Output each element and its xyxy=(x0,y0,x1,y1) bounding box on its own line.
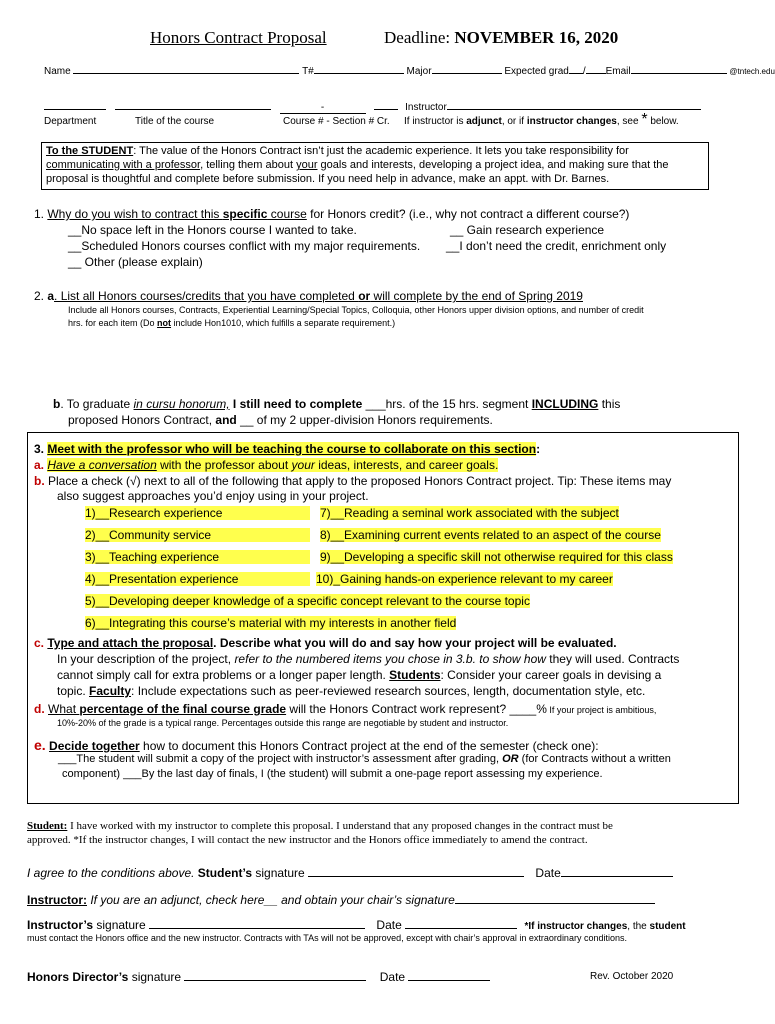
q3a-text-4: ideas, interests, and career goals. xyxy=(314,458,499,472)
instructor-date-label: Date xyxy=(376,918,402,932)
student-note-text-2b: , telling them about xyxy=(200,159,297,171)
star-note-student: student xyxy=(649,921,686,932)
q2a-label: a xyxy=(47,289,55,303)
q2b-label: b xyxy=(53,397,61,411)
q2b-hours: ___hrs. of the 15 hrs. segment xyxy=(362,397,532,411)
q3c-line-4 xyxy=(57,684,645,698)
q3d-label: d. xyxy=(34,702,45,716)
to-the-student: To the STUDENT xyxy=(46,145,134,157)
q2a-or: or xyxy=(358,289,371,303)
director-signature-row xyxy=(27,968,490,984)
instructor-signature-row xyxy=(27,916,686,932)
q3a-text-2: with the professor about xyxy=(156,458,292,472)
communicating-link-text: communicating with a professor xyxy=(46,159,201,171)
q3-item-3[interactable]: 3)__Teaching experience xyxy=(85,550,310,564)
q2a-heading xyxy=(34,289,583,303)
student-note-line-3: proposal is thoughtful and complete before submission. If you need help in advance, make an appt. with Dr. Barnes. xyxy=(46,173,610,185)
q3c-rest: . Describe what you will do and say how your project will be evaluated. xyxy=(213,636,617,650)
your-underlined: your xyxy=(296,159,318,171)
q2a-text-2: will complete by the end of Spring 2019 xyxy=(370,289,583,303)
q2b-line-1 xyxy=(53,397,620,411)
q3a-label: a. xyxy=(34,458,45,472)
agree-text: I agree to the conditions above. xyxy=(27,866,195,880)
instructor-label: Instructor xyxy=(405,102,447,113)
q3c-text-2c: they will used. Contracts xyxy=(545,652,680,666)
q1-option-1[interactable]: __No space left in the Honors course I wanted to take. xyxy=(68,223,357,237)
q3c-heading xyxy=(34,636,617,650)
instructor-changes-bold: instructor changes xyxy=(526,116,617,127)
student-date-field[interactable] xyxy=(561,864,673,877)
signature-word: signature xyxy=(252,866,305,880)
deadline xyxy=(384,28,618,48)
director-label: Honors Director’s xyxy=(27,970,129,984)
q3a-conversation: Have a conversation xyxy=(47,458,157,472)
q3-heading xyxy=(34,442,540,456)
email-domain: @tntech.edu xyxy=(729,67,775,76)
q2a-not: not xyxy=(157,318,172,328)
student-signature-row xyxy=(27,864,673,880)
adjunct-note xyxy=(404,111,679,128)
course-number-field[interactable] xyxy=(280,102,366,114)
form-title xyxy=(150,28,379,48)
q3-item-9[interactable]: 9)__Developing a specific skill not otherwise required for this class xyxy=(320,550,673,564)
course-number-caption: Course # - Section # Cr. xyxy=(283,116,390,127)
adjunct-bold: adjunct xyxy=(466,116,502,127)
instructor-changes-note: *If instructor changes xyxy=(524,921,628,932)
q3d-line-2: 10%-20% of the grade is a typical range. Percentages outside this range are negotiable by student and instructor. xyxy=(57,718,509,728)
tnum-field[interactable] xyxy=(314,62,404,74)
student-note-text-2d: goals and interests, developing a project idea, and making sure that the xyxy=(317,159,669,171)
q1-course: course xyxy=(267,207,307,221)
q3e-line-3[interactable]: component) ___By the last day of finals, I (the student) will submit a one-page report assessing my experience. xyxy=(62,768,603,780)
q3e-text-2: how to document this Honors Contract project at the end of the semester (check one): xyxy=(139,739,599,753)
student-note-line-1 xyxy=(46,145,629,157)
tnum-label: T# xyxy=(302,66,314,77)
q3c-text-4a: topic. xyxy=(57,684,90,698)
q3c-refer: refer to the numbered items you chose in 3.b. to show how xyxy=(234,652,546,666)
q3e-text-3c: (for Contracts without a written xyxy=(518,753,671,765)
course-title-field[interactable] xyxy=(115,98,271,110)
deadline-value: NOVEMBER 16, 2020 xyxy=(454,28,619,47)
name-field[interactable] xyxy=(73,62,299,74)
adjunct-chair-text[interactable]: If you are an adjunct, check here__ and obtain your chair’s signature xyxy=(87,893,455,907)
q3e-decide: Decide together xyxy=(49,739,140,753)
q3d-percentage: percentage of the final course grade xyxy=(79,702,287,716)
q3-item-1[interactable]: 1)__Research experience xyxy=(85,506,310,520)
q1-option-4[interactable]: __I don’t need the credit, enrichment only xyxy=(446,239,667,253)
student-label: Student: xyxy=(27,820,68,832)
expected-grad-label: Expected grad xyxy=(504,66,569,77)
q1-specific: specific xyxy=(222,207,268,221)
student-signature-field[interactable] xyxy=(308,864,524,877)
instructor-signature-field[interactable] xyxy=(149,916,365,929)
instructor-date-field[interactable] xyxy=(405,916,517,929)
grad-month-field[interactable] xyxy=(569,62,583,74)
major-label: Major xyxy=(406,66,432,77)
q2b-still-need: I still need to complete xyxy=(229,397,363,411)
q2b-cursu-honorum: in cursu honorum, xyxy=(133,397,230,411)
q3b-text-1: Place a check (√) next to all of the following that apply to the proposed Honors Contract project. Tip: These items may xyxy=(48,474,672,488)
q3e-text-3a: ___The student will submit a copy of the project with instructor’s assessment after grading, xyxy=(58,753,503,765)
grad-year-field[interactable] xyxy=(586,62,606,74)
q3b-line-2: also suggest approaches you’d enjoy using in your project. xyxy=(57,489,369,503)
info-row-2 xyxy=(44,98,701,114)
q2a-note-2c: include Hon1010, which fulfills a separate requirement.) xyxy=(171,318,396,328)
name-label: Name xyxy=(44,66,71,77)
department-caption: Department xyxy=(44,116,97,127)
student-sig-label: Student’s xyxy=(194,866,253,880)
chair-signature-field[interactable] xyxy=(455,891,655,904)
q3e-heading xyxy=(34,737,599,753)
adjunct-mid: , or if xyxy=(501,116,527,127)
email-field[interactable] xyxy=(631,62,727,74)
q3c-faculty: Faculty xyxy=(89,684,132,698)
director-signature-field[interactable] xyxy=(184,968,366,981)
q2a-note-2a: hrs. for each item (Do xyxy=(68,318,158,328)
q3c-line-3 xyxy=(57,668,661,682)
q3a-line xyxy=(34,458,498,472)
student-agreement-2: approved. *If the instructor changes, I will contact the new instructor and the Honors office immediately to amend the contract. xyxy=(27,834,588,846)
student-date-label: Date xyxy=(535,866,561,880)
q2b-text-7: proposed Honors Contract, xyxy=(68,413,216,427)
q3a-your: your xyxy=(291,458,315,472)
q3c-students: Students xyxy=(389,668,441,682)
q3-item-5[interactable]: 5)__Developing deeper knowledge of a specific concept relevant to the course topic xyxy=(85,594,530,608)
q3-colon: : xyxy=(536,442,541,456)
star-symbol: * xyxy=(641,111,648,128)
q3-item-8[interactable]: 8)__Examining current events related to an aspect of the course xyxy=(320,528,661,542)
q3-title: Meet with the professor who will be teaching the course to collaborate on this section xyxy=(47,442,537,456)
course-dash: - xyxy=(320,102,325,113)
adjunct-pre: If instructor is xyxy=(404,116,467,127)
q2b-text-1: . To graduate xyxy=(60,397,134,411)
q2b-including: INCLUDING xyxy=(531,397,599,411)
q3d-ambitious: If your project is ambitious, xyxy=(546,705,657,715)
q3c-text-3c: : Consider your career goals in devising a xyxy=(440,668,662,682)
director-date-field[interactable] xyxy=(408,968,490,981)
course-title-caption: Title of the course xyxy=(135,116,215,127)
form-title-text: Honors Contract Proposal xyxy=(150,28,327,47)
instructor-sig-label: Instructor’s xyxy=(27,918,94,932)
q3e-line-2[interactable] xyxy=(58,753,671,765)
student-note-text-1: : The value of the Honors Contract isn’t just the academic experience. It lets you take responsibility for xyxy=(133,145,629,157)
major-field[interactable] xyxy=(432,62,502,74)
q3-item-10[interactable]: 10)_Gaining hands-on experience relevant to my career xyxy=(316,572,613,586)
q2a-note-1: Include all Honors courses, Contracts, Experiential Learning/Special Topics, Colloquia, other Honors upper division options, and number of credit xyxy=(68,305,644,315)
q2b-text-9: __ of my 2 upper-division Honors requirements. xyxy=(236,413,493,427)
q3-item-2[interactable]: 2)__Community service xyxy=(85,528,310,542)
q3b-line-1 xyxy=(34,474,671,488)
q1-option-3[interactable]: __Scheduled Honors courses conflict with my major requirements. xyxy=(68,239,421,253)
q3-item-4[interactable]: 4)__Presentation experience xyxy=(85,572,310,586)
email-label: Email xyxy=(605,66,631,77)
student-agreement-text: I have worked with my instructor to complete this proposal. I understand that any proposed changes in the contract must be xyxy=(67,820,613,832)
q3c-text-3a: cannot simply call for extra problems or a longer paper length. xyxy=(57,668,390,682)
q3b-label: b. xyxy=(34,474,45,488)
q3e-label: e. xyxy=(34,737,46,753)
revision-date: Rev. October 2020 xyxy=(590,971,674,982)
director-signature-word: signature xyxy=(128,970,182,984)
q2-number: 2. xyxy=(34,289,48,303)
credit-field[interactable] xyxy=(374,98,398,110)
q1-option-5[interactable]: __ Other (please explain) xyxy=(68,255,203,269)
q2b-and: and xyxy=(215,413,237,427)
director-date-label: Date xyxy=(379,970,406,984)
q3d-line-1 xyxy=(34,702,656,716)
q2a-text: . List all Honors courses/credits that you have completed xyxy=(54,289,359,303)
student-note-line-2 xyxy=(46,159,669,171)
info-row-1: Name T# Major Expected grad / Email @tntech.edu xyxy=(44,62,775,77)
q3c-text-4c: : Include expectations such as peer-reviewed research sources, length, documentation style, etc. xyxy=(131,684,646,698)
q1-text-a: Why do you wish to contract this xyxy=(47,207,223,221)
q3c-title: Type and attach the proposal xyxy=(47,636,214,650)
q3d-text-3: will the Honors Contract work represent? ____% xyxy=(286,702,547,716)
instructor-adjunct-row xyxy=(27,891,655,907)
star-note-b: , the xyxy=(627,921,650,932)
q3-item-7[interactable]: 7)__Reading a seminal work associated with the subject xyxy=(320,506,619,520)
student-agreement-1 xyxy=(27,820,613,832)
q3c-label: c. xyxy=(34,636,45,650)
instructor-field[interactable] xyxy=(447,98,701,110)
adjunct-post: , see xyxy=(616,116,642,127)
q3-item-6[interactable]: 6)__Integrating this course’s material with my interests in another field xyxy=(85,616,457,630)
instructor-change-note-2: must contact the Honors office and the new instructor. Contracts with TAs will not be approved, except with chair’s approval in extraordinary conditions. xyxy=(27,933,627,943)
q3-number: 3. xyxy=(34,442,48,456)
q3c-line-2 xyxy=(57,652,679,666)
q3c-text-2a: In your description of the project, xyxy=(57,652,235,666)
instructor-signature-word: signature xyxy=(93,918,146,932)
q1-heading xyxy=(34,207,629,221)
adjunct-below: below. xyxy=(647,116,679,127)
department-field[interactable] xyxy=(44,98,106,110)
q1-option-2[interactable]: __ Gain research experience xyxy=(450,223,605,237)
q2b-line-2 xyxy=(68,413,493,427)
deadline-label: Deadline: xyxy=(384,28,451,47)
q2b-this: this xyxy=(598,397,621,411)
instructor-label: Instructor: xyxy=(27,893,87,907)
q3d-what: What xyxy=(48,702,80,716)
q1-number: 1. xyxy=(34,207,48,221)
q3e-or: OR xyxy=(502,753,519,765)
q2a-note-2 xyxy=(68,318,395,328)
q1-text-d: for Honors credit? (i.e., why not contract a different course?) xyxy=(306,207,630,221)
